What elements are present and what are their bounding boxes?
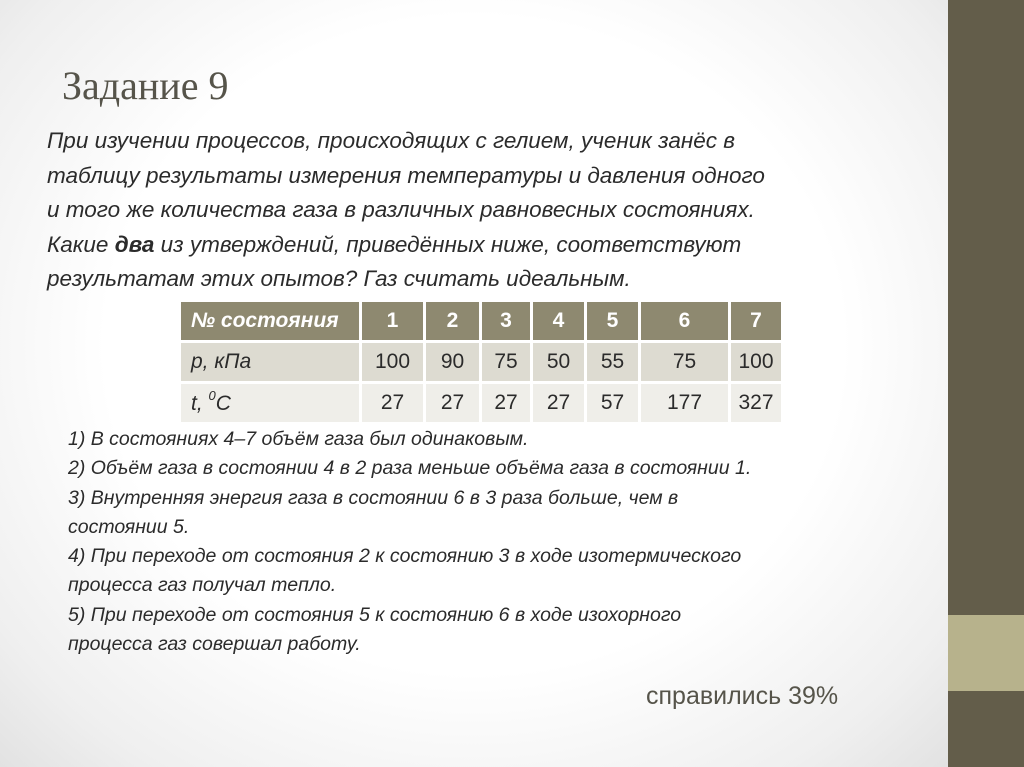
sidebar-accent-middle xyxy=(948,615,1024,691)
temperature-cell: 27 xyxy=(426,384,479,422)
measurement-table xyxy=(178,302,784,422)
pressure-cell: 90 xyxy=(426,343,479,384)
temperature-cell: 27 xyxy=(362,384,423,422)
statement-line: и того же количества газа в различных равновесных состояниях. xyxy=(47,197,755,222)
pressure-cell: 75 xyxy=(641,343,728,384)
state-number: 3 xyxy=(482,302,530,343)
state-number: 2 xyxy=(426,302,479,343)
temperature-cell: 177 xyxy=(641,384,728,422)
answer-line: 4) При переходе от состояния 2 к состоянию 3 в ходе изотермического xyxy=(68,545,742,568)
statement-line: При изучении процессов, происходящих с гелием, ученик занёс в xyxy=(47,128,736,153)
temperature-unit: С xyxy=(215,392,231,415)
sidebar-accent-bottom xyxy=(948,691,1024,767)
pressure-label: р, кПа xyxy=(181,343,359,384)
temperature-cell: 57 xyxy=(587,384,638,422)
statement-line: таблицу результаты измерения температуры и давления одного xyxy=(47,162,765,188)
answer-line: состоянии 5. xyxy=(68,515,190,538)
answer-line: процесса газ совершал работу. xyxy=(68,633,361,656)
pressure-cell: 55 xyxy=(587,343,638,384)
state-number: 1 xyxy=(362,302,423,343)
statement-line: результатам этих опытов? Газ считать идеальным. xyxy=(47,266,631,291)
pressure-cell: 50 xyxy=(533,343,584,384)
table-row-temperature xyxy=(181,384,781,422)
header-state-label: № состояния xyxy=(181,302,359,343)
state-number: 7 xyxy=(731,302,781,343)
answer-line: 2) Объём газа в состоянии 4 в 2 раза меньше объёма газа в состоянии 1. xyxy=(68,457,752,480)
problem-statement xyxy=(47,124,907,297)
temperature-cell: 327 xyxy=(731,384,781,422)
pressure-cell: 100 xyxy=(362,343,423,384)
slide-title: Задание 9 xyxy=(62,63,229,108)
pressure-cell: 100 xyxy=(731,343,781,384)
table-row-pressure xyxy=(181,343,781,384)
statement-text: из утверждений, приведённых ниже, соответствуют xyxy=(154,231,742,257)
answer-line: 5) При переходе от состояния 5 к состоянию 6 в ходе изохорного xyxy=(68,603,682,626)
temperature-label-text: t, xyxy=(191,392,209,415)
answer-line: 3) Внутренняя энергия газа в состоянии 6 в 3 раза больше, чем в xyxy=(68,486,679,509)
pressure-cell: 75 xyxy=(482,343,530,384)
statement-text: Какие xyxy=(47,231,115,257)
success-rate: справились 39% xyxy=(646,682,839,710)
answer-options xyxy=(68,425,928,659)
statement-emphasis: два xyxy=(114,231,155,257)
degree-superscript: 0 xyxy=(208,388,216,403)
temperature-label xyxy=(181,384,359,422)
state-number: 5 xyxy=(587,302,638,343)
temperature-cell: 27 xyxy=(482,384,530,422)
answer-line: процесса газ получал тепло. xyxy=(68,574,337,597)
table-header-row xyxy=(181,302,781,343)
state-number: 4 xyxy=(533,302,584,343)
sidebar-accent-top xyxy=(948,0,1024,615)
state-number: 6 xyxy=(641,302,728,343)
temperature-cell: 27 xyxy=(533,384,584,422)
answer-line: 1) В состояниях 4–7 объём газа был одинаковым. xyxy=(68,428,529,450)
statement-line xyxy=(47,228,907,263)
